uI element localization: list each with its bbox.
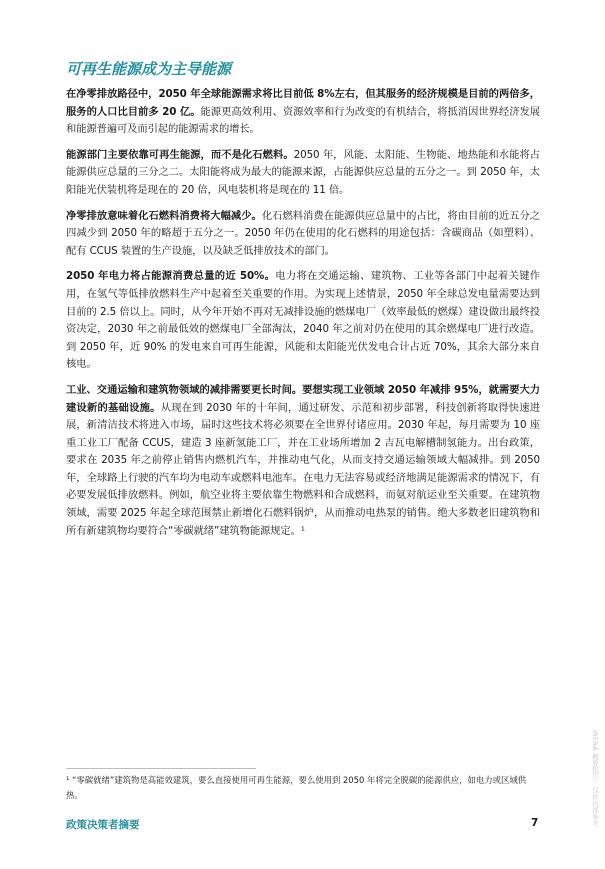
paragraph-3-lead: 净零排放意味着化石燃料消费将大幅减少。	[66, 209, 262, 222]
footnote: ¹ “零碳就绪”建筑物是高能效建筑，要么直接使用可再生能源，要么使用到 2050 年将完全脱碳的能源供应，如电力或区域供热。	[66, 775, 527, 800]
paragraph-2	[66, 147, 540, 200]
footer-label: 政策决策者摘要	[66, 819, 140, 831]
side-watermark: IRENA 概要报告 · 仅供内部参考	[591, 730, 599, 827]
paragraph-3	[66, 208, 540, 261]
footnote-divider	[66, 768, 256, 769]
section-heading: 可再生能源成为主导能源	[66, 60, 232, 78]
paragraph-4	[66, 268, 540, 374]
page-number: 7	[531, 817, 539, 829]
paragraph-1	[66, 86, 540, 139]
body-text	[66, 86, 540, 548]
paragraph-5-body: 从现在到 2030 年的十年间，通过研发、示范和初步部署，科技创新将取得快速进展，新清洁技术将进入市场，届时这些技术将必须要在全世界付诸应用。2030 年起，每月需要为 10 座重工业工厂配备 CCUS，建造 3 座新氢能工厂，并在工业场所增加 2 吉瓦电解槽制氢能力。出台政策，要求在 2035 年之前停止销售内燃机汽车，并推动电气化，从而支持交通运输领域大幅减排。到 2050 年，全球路上行驶的汽车均为电动车或燃料电池车。在电力无法容易或经济地满足能源需求的情况下，有必要发展低排放燃料。例如，航空业将主要依靠生物燃料和合成燃料，而氨对航运业至关重要。在建筑物领域，需要 2025 年起全球范围禁止新增化石燃料锅炉，从而推动电热泵的销售。绝大多数老旧建筑物和所有新建筑物均要符合“零碳就绪”建筑物能源规定。¹	[66, 401, 540, 537]
paragraph-4-lead: 2050 年电力将占能源消费总量的近 50%。	[66, 270, 276, 283]
paragraph-3-body: 化石燃料消费在能源供应总量中的占比，将由目前的近五分之四减少到 2050 年的略超于五分之一。2050 年仍在使用的化石燃料的用途包括：含碳商品（如塑料）、配有 CCUS 装置的生产设施，以及缺乏低排放技术的部门。	[66, 209, 540, 257]
paragraph-2-body: 2050 年，风能、太阳能、生物能、地热能和水能将占能源供应总量的三分之二。太阳能将成为最大的能源来源，占能源供应总量的五分之一。到 2050 年，太阳能光伏装机将是现在的 20 倍，风电装机将是现在的 11 倍。	[66, 148, 540, 196]
paragraph-5-lead: 工业、交通运输和建筑物领域的减排需要更长时间。要想实现工业领域 2050 年减排 95%，就需要大力建设新的基础设施。	[66, 383, 540, 414]
paragraph-2-lead: 能源部门主要依靠可再生能源，而不是化石燃料。	[66, 148, 294, 161]
paragraph-1-body: 能源更高效利用、资源效率和行为改变的有机结合，将抵消因世界经济发展和能源普遍可及而引起的能源需求的增长。	[66, 105, 541, 136]
paragraph-1-lead: 在净零排放路径中，2050 年全球能源需求将比目前低 8%左右，但其服务的经济规模是目前的两倍多，服务的人口比目前多 20 亿。	[66, 88, 540, 118]
paragraph-5	[66, 382, 540, 540]
paragraph-4-body: 电力将在交通运输、建筑物、工业等各部门中起着关键作用，在氢气等低排放燃料生产中起着至关重要的作用。为实现上述情景，2050 年全球总发电量需要达到目前的 2.5 倍以上。同时，从今年开始不再对无减排设施的燃煤电厂（效率最低的燃煤）建设做出最终投资决定，2030 年之前最低效的燃煤电厂全部淘汰，2040 年之前对仍在使用的其余燃煤电厂进行改造。到 2050 年，近 90% 的发电来自可再生能源，风能和太阳能光伏发电合计占近 70%，其余大部分来自核电。	[66, 270, 540, 371]
